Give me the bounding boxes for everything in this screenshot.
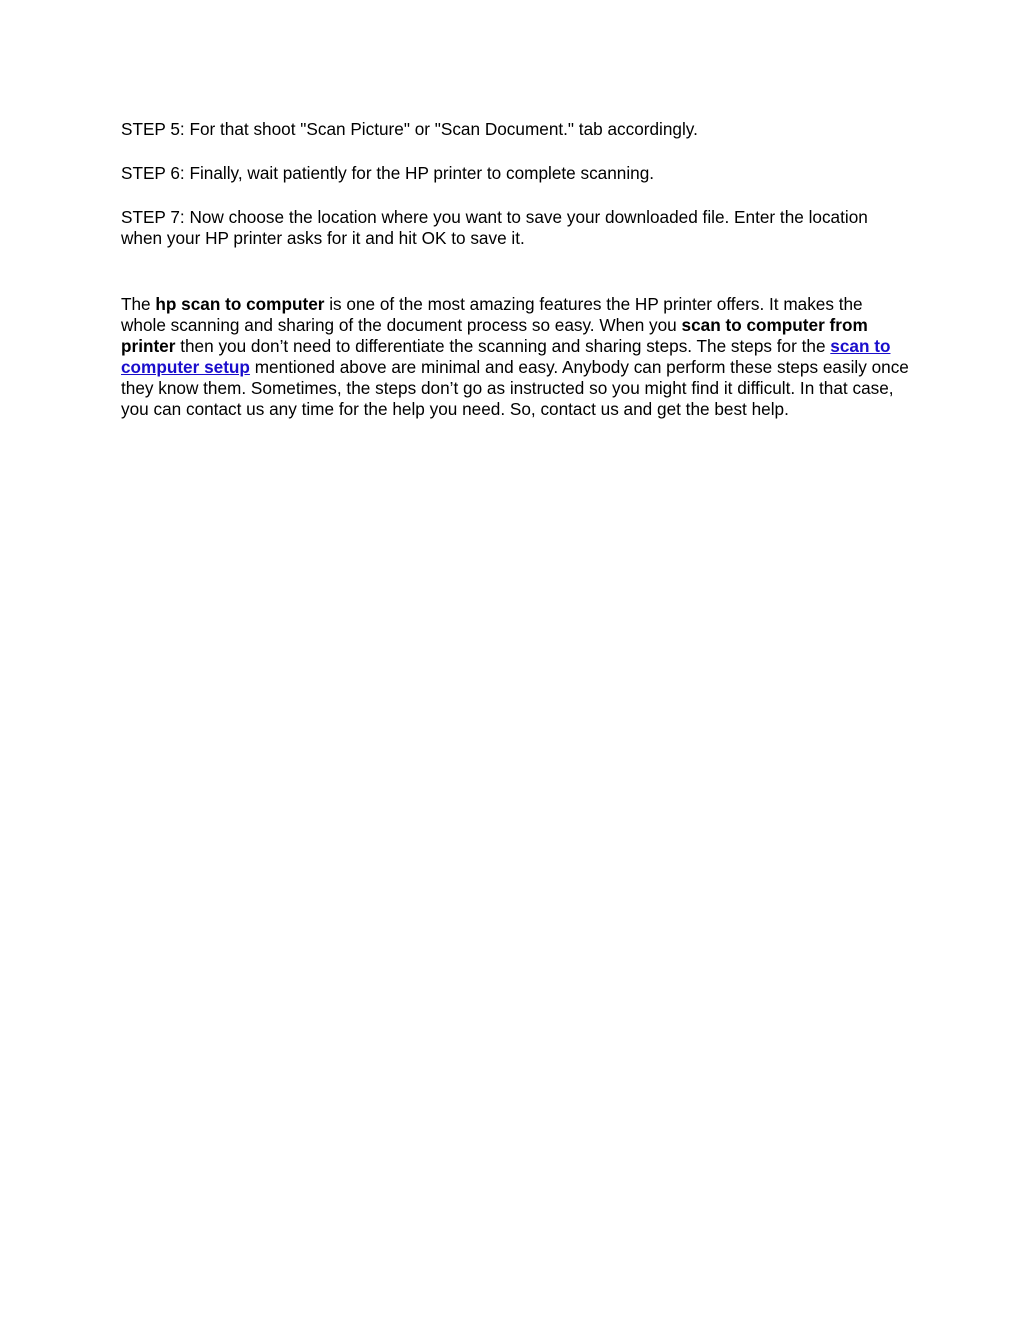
summary-paragraph bbox=[121, 294, 911, 420]
summary-text-2: is one of the most amazing features the HP printer offers. It makes the whole scanning and sharing of the document process so easy. When you bbox=[121, 294, 863, 335]
scan-to-computer-setup-link[interactable]: scan to computer setup bbox=[121, 336, 891, 377]
summary-text-4: mentioned above are minimal and easy. Anybody can perform these steps easily once they know them. Sometimes, the steps don’t go as instructed so you might find it difficult. In that case, you can contact us any time for the help you need. So, contact us and get the best help. bbox=[121, 357, 909, 419]
summary-text-1: The bbox=[121, 294, 156, 314]
keyword-hp-scan-to-computer: hp scan to computer bbox=[155, 294, 325, 314]
document-page bbox=[121, 119, 911, 420]
keyword-scan-to-computer-from-printer: scan to computer from printer bbox=[121, 315, 868, 356]
step-6-text: STEP 6: Finally, wait patiently for the HP printer to complete scanning. bbox=[121, 163, 655, 183]
step-5-text: STEP 5: For that shoot "Scan Picture" or "Scan Document." tab accordingly. bbox=[121, 119, 698, 139]
step-7-text: STEP 7: Now choose the location where you want to save your downloaded file. Enter the location when your HP printer asks for it and hit OK to save it. bbox=[121, 207, 868, 248]
summary-text-3: then you don’t need to differentiate the scanning and sharing steps. The steps for the bbox=[175, 336, 831, 356]
